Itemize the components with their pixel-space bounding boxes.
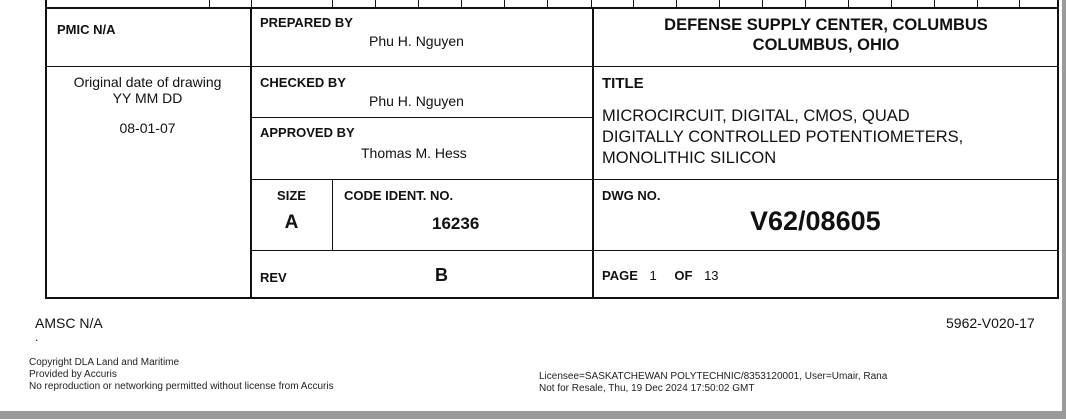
- size-label: SIZE: [277, 188, 306, 203]
- title-label: TITLE: [602, 75, 644, 92]
- original-date-block: [45, 74, 250, 136]
- divider: [332, 179, 333, 250]
- rev-value: B: [435, 265, 448, 285]
- prepared-by-name: Phu H. Nguyen: [369, 33, 464, 49]
- date-format-label: YY MM DD: [112, 90, 183, 106]
- title-line-1: MICROCIRCUIT, DIGITAL, CMOS, QUAD: [602, 107, 910, 125]
- footer-dot: .: [35, 330, 39, 344]
- code-ident-value: 16236: [432, 214, 480, 233]
- drawing-title: [602, 106, 963, 169]
- copyright-line-1: Copyright DLA Land and Maritime: [29, 357, 180, 368]
- amsc-label: AMSC N/A: [35, 315, 103, 331]
- pmic-label: PMIC N/A: [57, 22, 116, 37]
- original-date-label: Original date of drawing: [73, 74, 222, 90]
- original-date-value: 08-01-07: [119, 120, 176, 136]
- title-line-3: MONOLITHIC SILICON: [602, 149, 777, 167]
- approved-by-name: Thomas M. Hess: [361, 145, 467, 161]
- licensee-line-1: Licensee=SASKATCHEWAN POLYTECHNIC/8353120001, User=Umair, Rana: [539, 371, 888, 382]
- page-indicator: [602, 268, 719, 283]
- divider: [251, 250, 1059, 251]
- size-value: A: [284, 212, 299, 233]
- divider: [45, 7, 1059, 9]
- rev-label: REV: [260, 270, 287, 285]
- page-number: 1: [649, 268, 657, 283]
- divider: [45, 66, 1059, 67]
- prepared-by-label: PREPARED BY: [260, 15, 353, 30]
- of-label: OF: [674, 268, 693, 283]
- approved-by-label: APPROVED BY: [260, 125, 355, 140]
- licensee-line-2: Not for Resale, Thu, 19 Dec 2024 17:50:02 GMT: [539, 383, 755, 394]
- copyright-notice: [29, 357, 334, 393]
- copyright-line-3: No reproduction or networking permitted without license from Accuris: [29, 381, 334, 392]
- agency-line-2: COLUMBUS, OHIO: [752, 36, 900, 54]
- agency-name: [593, 15, 1059, 55]
- page-total: 13: [704, 268, 719, 283]
- agency-line-1: DEFENSE SUPPLY CENTER, COLUMBUS: [664, 16, 988, 34]
- form-number: 5962-V020-17: [946, 315, 1035, 331]
- dwg-no-label: DWG NO.: [602, 188, 661, 203]
- title-line-2: DIGITALLY CONTROLLED POTENTIOMETERS,: [602, 128, 964, 146]
- checked-by-label: CHECKED BY: [260, 75, 346, 90]
- divider: [251, 179, 1059, 180]
- divider: [251, 117, 593, 118]
- copyright-line-2: Provided by Accuris: [29, 369, 117, 380]
- licensee-notice: [539, 371, 887, 395]
- divider: [250, 7, 252, 299]
- page-label: PAGE: [602, 268, 638, 283]
- checked-by-name: Phu H. Nguyen: [369, 93, 464, 109]
- code-ident-label: CODE IDENT. NO.: [344, 188, 454, 203]
- dwg-no-value: V62/08605: [750, 206, 881, 236]
